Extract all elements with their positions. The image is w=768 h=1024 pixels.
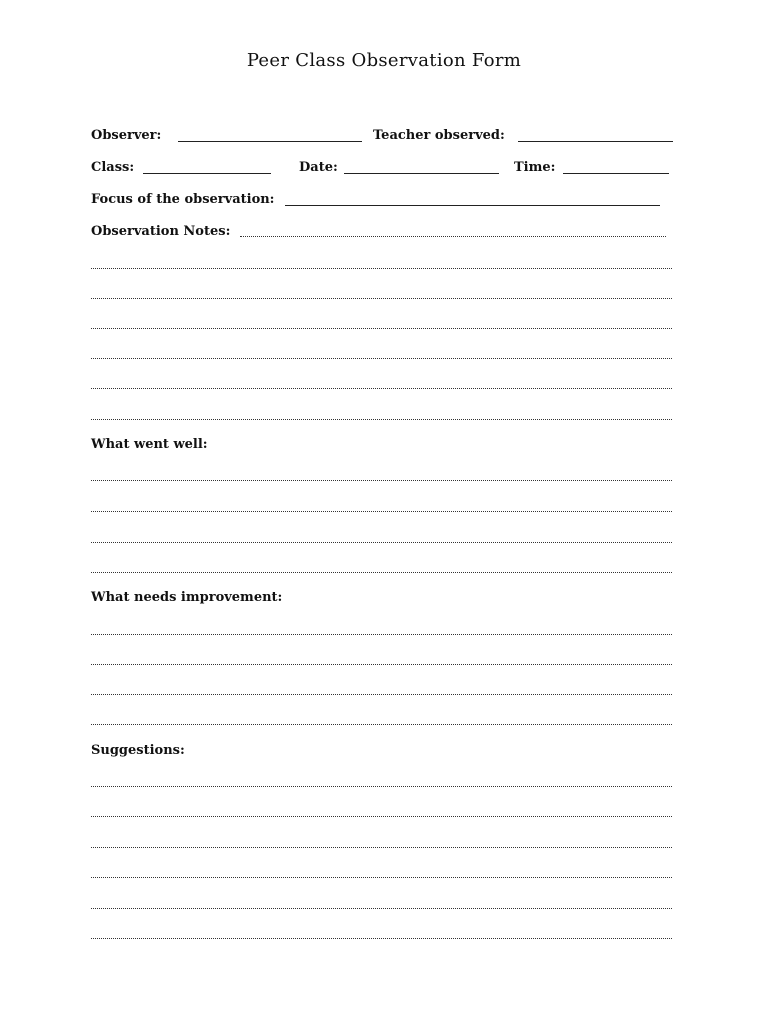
time-field	[514, 159, 555, 179]
suggestions-line[interactable]	[91, 847, 672, 848]
suggestions-line[interactable]	[91, 786, 672, 787]
observer-label: Observer:	[91, 128, 162, 143]
observation-notes-line[interactable]	[91, 358, 672, 359]
suggestions-line[interactable]	[91, 816, 672, 817]
focus-label: Focus of the observation:	[91, 192, 275, 207]
went-well-line[interactable]	[91, 572, 672, 573]
observer-blank[interactable]	[178, 141, 362, 142]
needs-improvement-label: What needs improvement:	[91, 590, 283, 605]
observation-notes-label: Observation Notes:	[91, 224, 231, 239]
observation-notes-line[interactable]	[91, 328, 672, 329]
suggestions-line[interactable]	[91, 877, 672, 878]
time-blank[interactable]	[563, 173, 669, 174]
time-label: Time:	[514, 160, 556, 175]
focus-blank[interactable]	[285, 205, 660, 206]
needs-improvement-line[interactable]	[91, 634, 672, 635]
teacher-observed-label: Teacher observed:	[373, 128, 505, 143]
class-label: Class:	[91, 160, 135, 175]
teacher-observed-blank[interactable]	[518, 141, 673, 142]
observation-notes-line[interactable]	[91, 298, 672, 299]
observer-field	[91, 127, 161, 147]
went-well-line[interactable]	[91, 480, 672, 481]
class-blank[interactable]	[143, 173, 271, 174]
date-label: Date:	[299, 160, 338, 175]
focus-field	[91, 191, 275, 211]
needs-improvement-line[interactable]	[91, 664, 672, 665]
went-well-label: What went well:	[91, 437, 208, 452]
suggestions-line[interactable]	[91, 908, 672, 909]
form-title: Peer Class Observation Form	[246, 50, 522, 71]
observation-notes-first-line[interactable]	[240, 236, 666, 237]
went-well-line[interactable]	[91, 542, 672, 543]
needs-improvement-line[interactable]	[91, 724, 672, 725]
needs-improvement-line[interactable]	[91, 694, 672, 695]
observation-notes-line[interactable]	[91, 388, 672, 389]
class-field	[91, 159, 134, 179]
teacher-observed-field	[373, 127, 505, 147]
suggestions-label: Suggestions:	[91, 743, 185, 758]
observation-notes-line[interactable]	[91, 268, 672, 269]
went-well-line[interactable]	[91, 511, 672, 512]
observation-notes-line[interactable]	[91, 419, 672, 420]
suggestions-line[interactable]	[91, 938, 672, 939]
date-field	[299, 159, 338, 179]
date-blank[interactable]	[344, 173, 499, 174]
